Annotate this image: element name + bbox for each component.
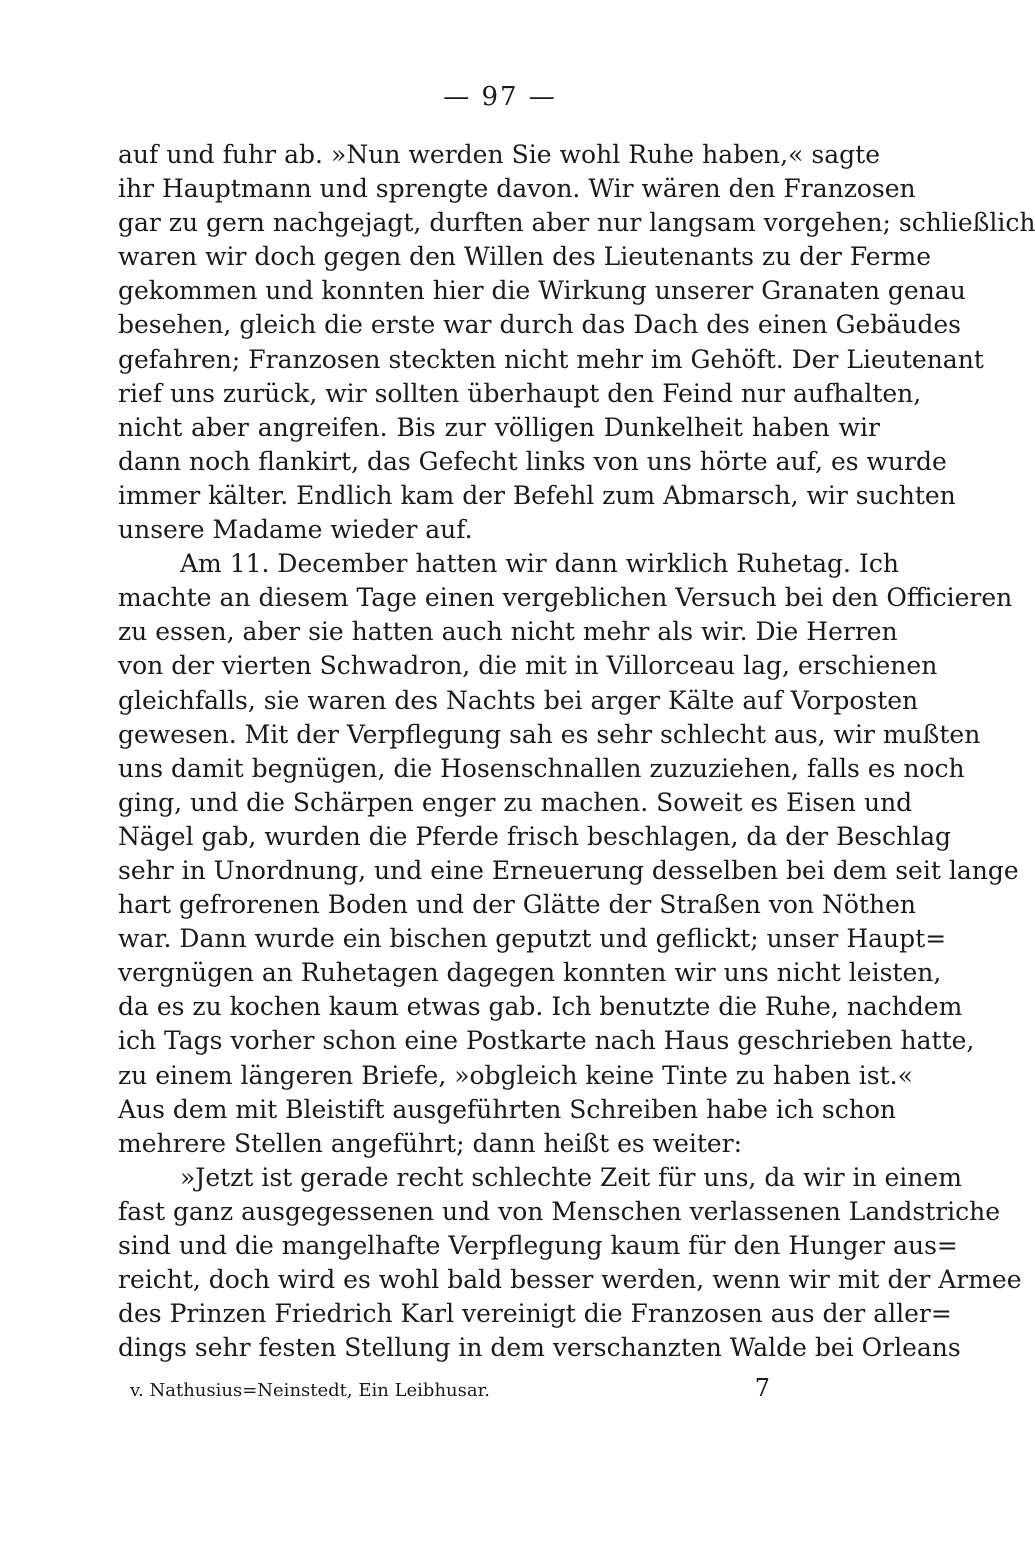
text-line: fast ganz ausgegessenen und von Menschen verlassenen Landstriche	[118, 1196, 1001, 1226]
text-line: gekommen und konnten hier die Wirkung unserer Granaten genau	[118, 276, 966, 306]
body-text	[118, 138, 1035, 1365]
text-line: rief uns zurück, wir sollten überhaupt den Feind nur aufhalten,	[118, 378, 922, 408]
text-line: mehrere Stellen angeführt; dann heißt es weiter:	[118, 1128, 743, 1158]
text-line: »Jetzt ist gerade recht schlechte Zeit für uns, da wir in einem	[180, 1162, 962, 1192]
page-number: — 97 —	[443, 82, 557, 112]
text-line: von der vierten Schwadron, die mit in Villorceau lag, erschienen	[118, 651, 938, 681]
footer-author-title: v. Nathusius=Neinstedt, Ein Leibhusar.	[130, 1380, 490, 1401]
page-footer	[130, 1374, 770, 1402]
text-line: ging, und die Schärpen enger zu machen. Soweit es Eisen und	[118, 787, 913, 817]
text-line: sind und die mangelhafte Verpflegung kaum für den Hunger aus=	[118, 1231, 958, 1260]
text-line: war. Dann wurde ein bischen geputzt und geflickt; unser Haupt=	[118, 924, 947, 954]
text-line: uns damit begnügen, die Hosenschnallen zuzuziehen, falls es noch	[118, 753, 965, 783]
text-line: hart gefrorenen Boden und der Glätte der Straßen von Nöthen	[118, 890, 916, 920]
text-line: da es zu kochen kaum etwas gab. Ich benutzte die Ruhe, nachdem	[118, 992, 963, 1022]
text-line: gleichfalls, sie waren des Nachts bei arger Kälte auf Vorposten	[118, 685, 919, 715]
text-line: besehen, gleich die erste war durch das Dach des einen Gebäudes	[118, 310, 961, 340]
text-line: des Prinzen Friedrich Karl vereinigt die Franzosen aus der aller=	[118, 1299, 952, 1329]
text-line: ich Tags vorher schon eine Postkarte nach Haus geschrieben hatte,	[118, 1026, 975, 1056]
text-line: unsere Madame wieder auf.	[118, 515, 473, 545]
text-line: reicht, doch wird es wohl bald besser werden, wenn wir mit der Armee	[118, 1265, 1022, 1295]
text-line: Nägel gab, wurden die Pferde frisch beschlagen, da der Beschlag	[118, 821, 951, 851]
signature-mark: 7	[754, 1374, 770, 1402]
text-line: Am 11. December hatten wir dann wirklich Ruhetag. Ich	[180, 549, 899, 579]
text-line: dings sehr festen Stellung in dem verschanzten Walde bei Orleans	[118, 1333, 961, 1363]
text-line: gar zu gern nachgejagt, durften aber nur langsam vorgehen; schließlich	[118, 208, 1035, 238]
text-line: dann noch flankirt, das Gefecht links von uns hörte auf, es wurde	[118, 446, 947, 476]
text-line: nicht aber angreifen. Bis zur völligen Dunkelheit haben wir	[118, 412, 880, 442]
text-line: sehr in Unordnung, und eine Erneuerung desselben bei dem seit lange	[118, 855, 1019, 885]
text-line: auf und fuhr ab. »Nun werden Sie wohl Ruhe haben,« sagte	[118, 140, 880, 169]
text-line: vergnügen an Ruhetagen dagegen konnten wir uns nicht leisten,	[118, 958, 942, 988]
text-line: ihr Hauptmann und sprengte davon. Wir wären den Franzosen	[118, 174, 916, 204]
text-line: Aus dem mit Bleistift ausgeführten Schreiben habe ich schon	[118, 1094, 896, 1124]
text-line: gewesen. Mit der Verpflegung sah es sehr schlecht aus, wir mußten	[118, 719, 981, 749]
text-line: immer kälter. Endlich kam der Befehl zum Abmarsch, wir suchten	[118, 480, 956, 510]
text-line: gefahren; Franzosen steckten nicht mehr im Gehöft. Der Lieutenant	[118, 344, 984, 374]
text-line: zu einem längeren Briefe, »obgleich keine Tinte zu haben ist.«	[118, 1060, 913, 1090]
text-line: waren wir doch gegen den Willen des Lieutenants zu der Ferme	[118, 242, 932, 272]
text-line: machte an diesem Tage einen vergeblichen Versuch bei den Officieren	[118, 583, 1013, 613]
text-line: zu essen, aber sie hatten auch nicht mehr als wir. Die Herren	[118, 617, 898, 647]
